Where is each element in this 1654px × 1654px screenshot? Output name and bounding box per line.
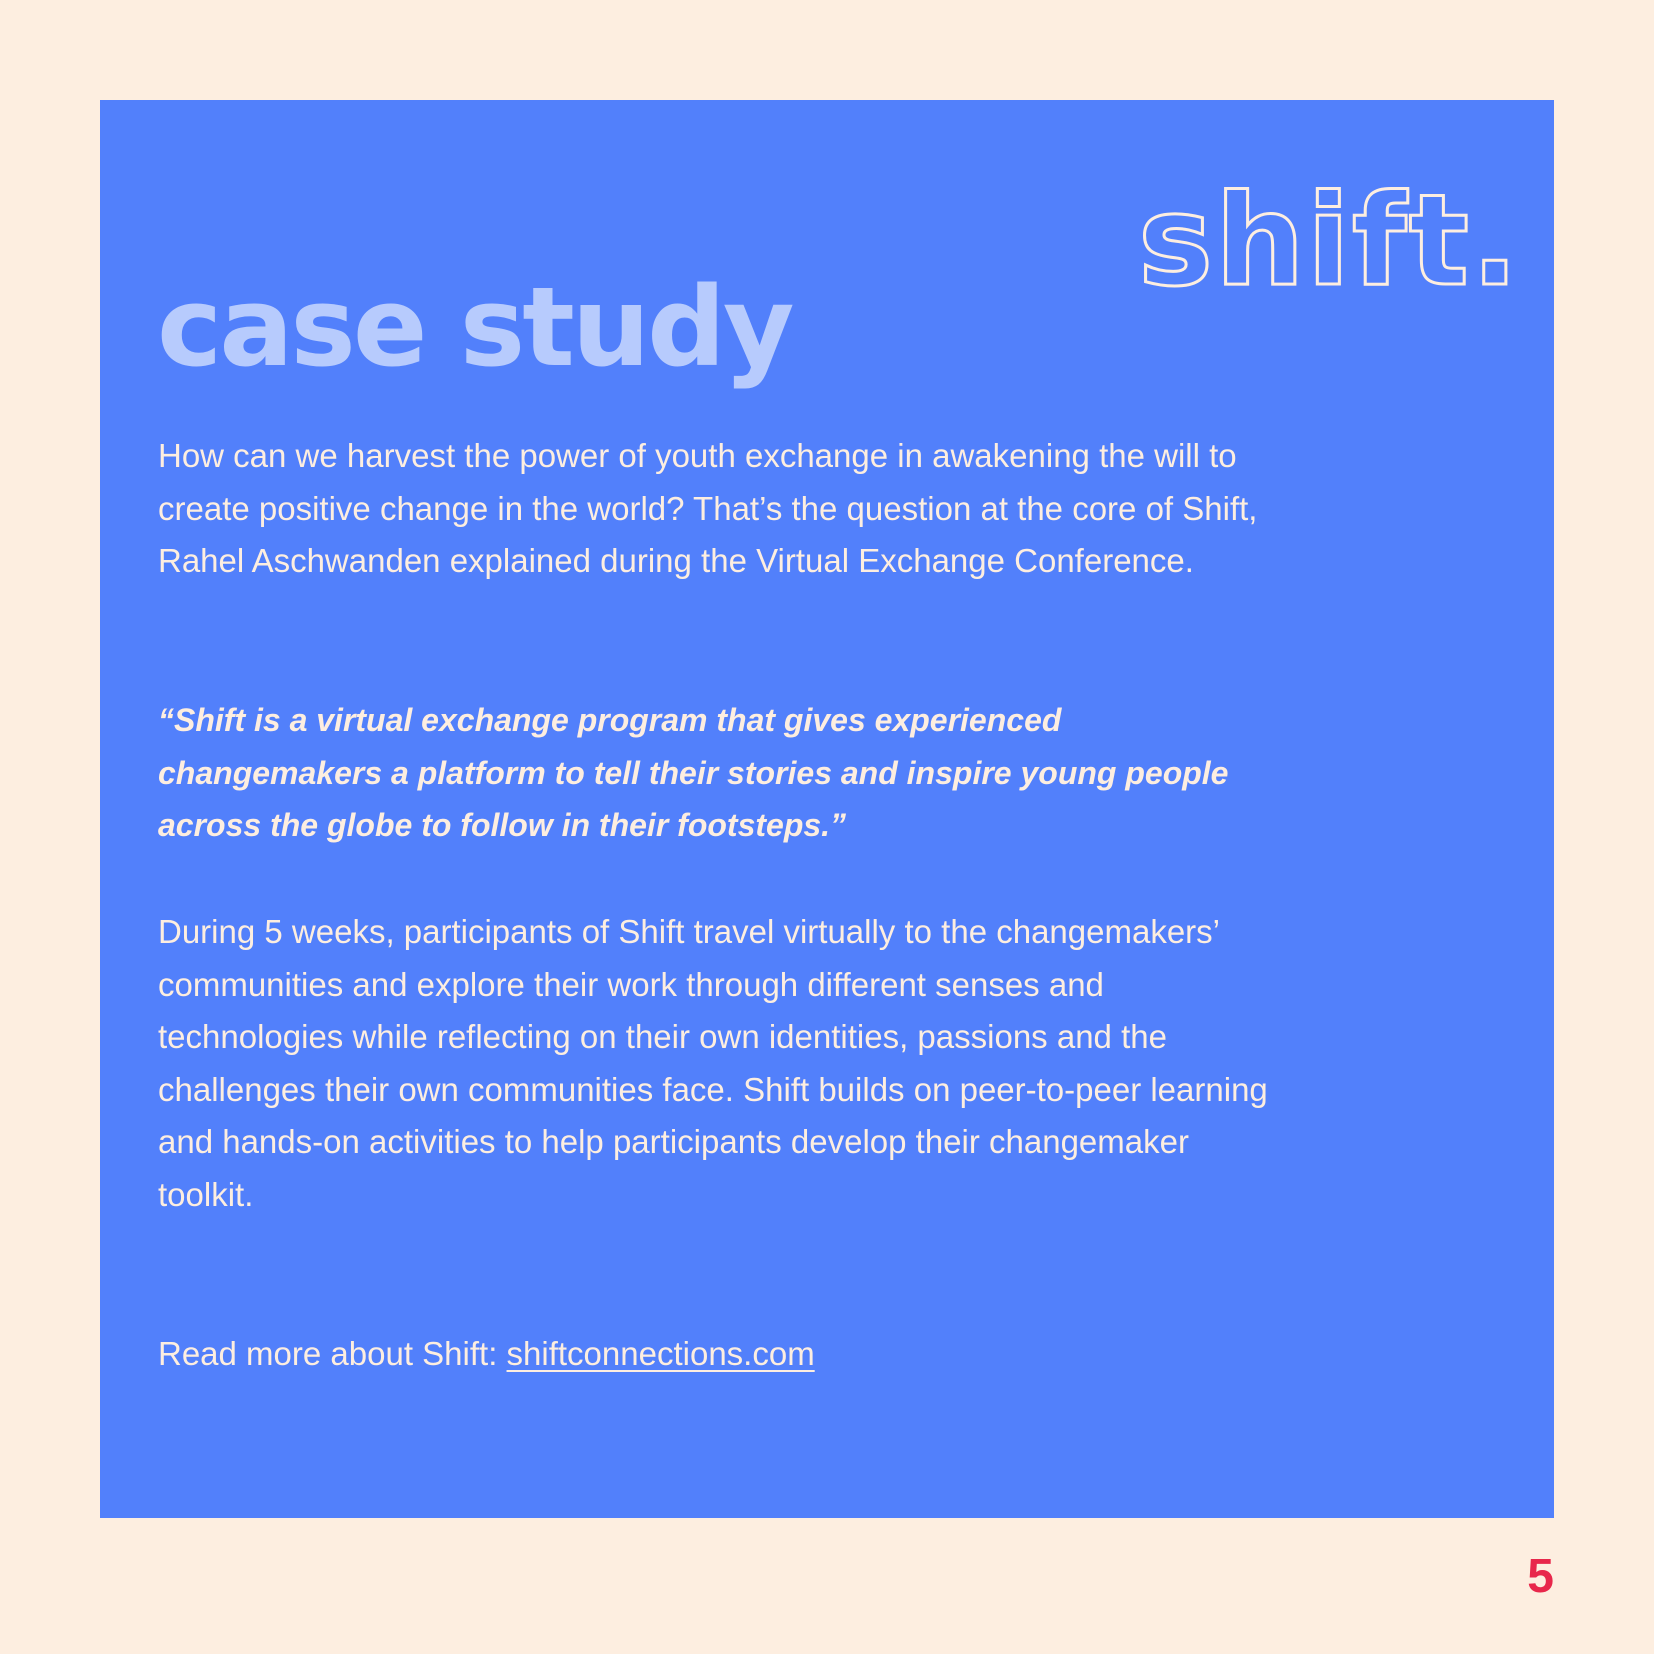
- page-number: 5: [1527, 1550, 1554, 1603]
- shift-logo: shift.: [1138, 167, 1521, 314]
- read-more-label: Read more about Shift:: [158, 1335, 507, 1372]
- intro-paragraph: How can we harvest the power of youth exchange in awakening the will to create positive change in the world? That’s the question at the core of Shift, Rahel Aschwanden explained during the Virtual Exchange Conference.: [158, 437, 1258, 579]
- read-more-line: [158, 1328, 1268, 1381]
- body-paragraph: During 5 weeks, participants of Shift travel virtually to the changemakers’ communities and explore their work through different senses and technologies while reflecting on their own identities, passions and the challenges their own communities face. Shift builds on peer-to-peer learning and hands-on activities to help participants develop their changemaker toolkit.: [158, 913, 1268, 1213]
- pull-quote: “Shift is a virtual exchange program that gives experienced changemakers a platform to tell their stories and inspire young people across the globe to follow in their footsteps.”: [158, 702, 1229, 843]
- page-title: case study: [157, 263, 792, 391]
- shiftconnections-link[interactable]: shiftconnections.com: [506, 1335, 815, 1372]
